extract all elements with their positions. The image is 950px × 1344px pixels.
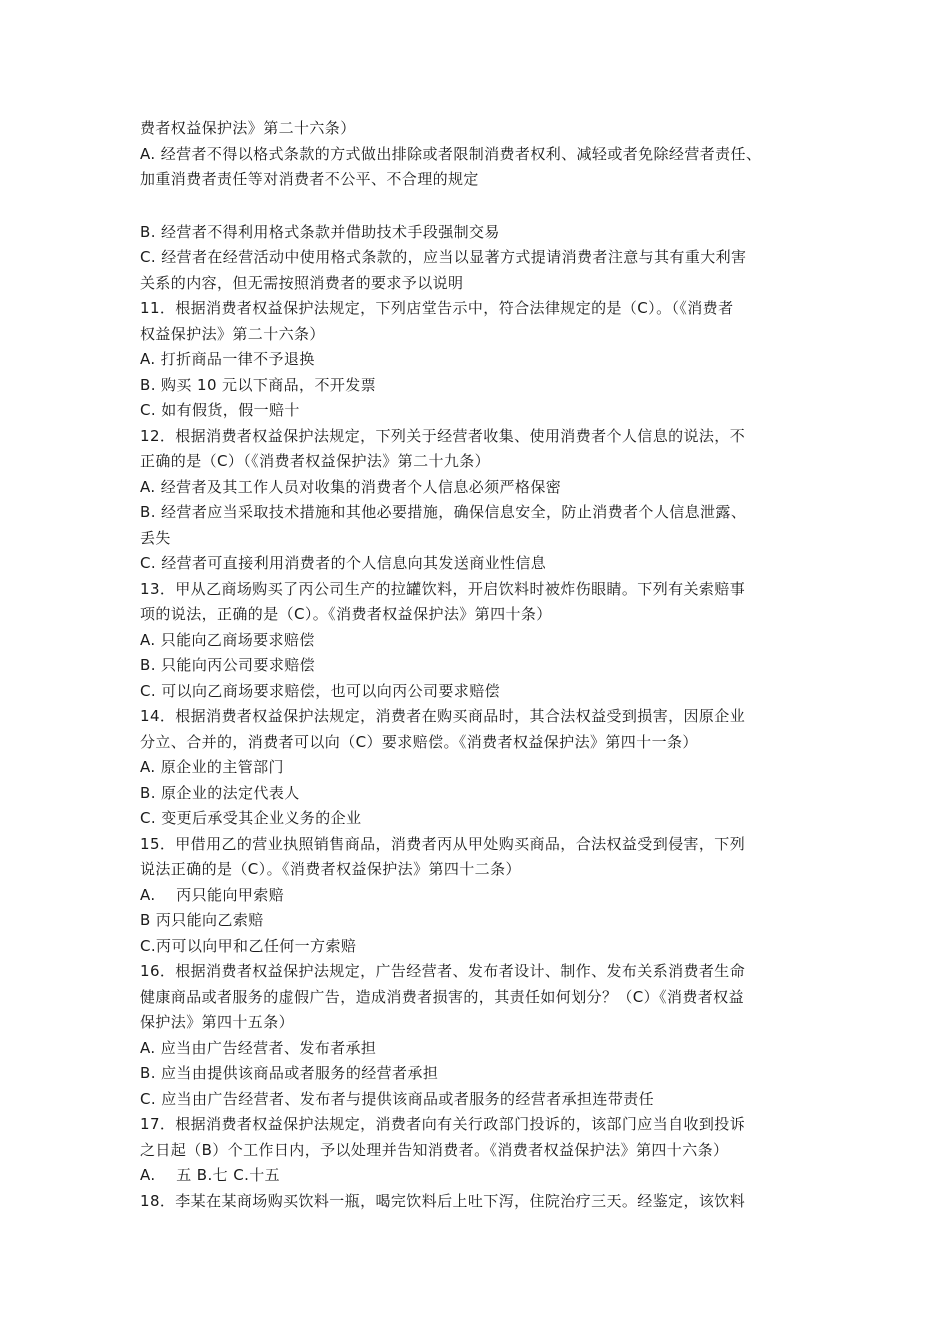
option-a: A. 只能向乙商场要求赔偿 (140, 630, 315, 649)
text-line: 费者权益保护法》第二十六条） (140, 119, 356, 137)
option-a: A. 经营者及其工作人员对收集的消费者个人信息必须严格保密 (140, 477, 562, 496)
question-15: 15．甲借用乙的营业执照销售商品，消费者丙从甲处购买商品，合法权益受到侵害，下列 (140, 834, 746, 853)
question-11: 11．根据消费者权益保护法规定，下列店堂告示中，符合法律规定的是（C）。（《消费者 (140, 299, 734, 317)
options-line: A. 五 B.七 C.十五 (140, 1166, 281, 1184)
option-a: A. 丙只能向甲索赔 (140, 885, 285, 904)
text-line: 权益保护法》第二十六条） (140, 324, 325, 343)
option-c: C. 如有假货，假一赔十 (140, 401, 300, 419)
option-c: C. 变更后承受其企业义务的企业 (140, 809, 362, 827)
text-line: 关系的内容，但无需按照消费者的要求予以说明 (140, 273, 464, 292)
text-line: 丢失 (140, 528, 171, 547)
option-a: A. 经营者不得以格式条款的方式做出排除或者限制消费者权利、减轻或者免除经营者责任、 (140, 144, 762, 163)
question-12: 12．根据消费者权益保护法规定，下列关于经营者收集、使用消费者个人信息的说法，不 (140, 426, 746, 445)
text-line: 之日起（B）个工作日内，予以处理并告知消费者。《消费者权益保护法》第四十六条） (140, 1140, 729, 1159)
question-16: 16．根据消费者权益保护法规定，广告经营者、发布者设计、制作、发布关系消费者生命 (140, 962, 746, 980)
text-line: 保护法》第四十五条） (140, 1013, 295, 1031)
option-a: A. 应当由广告经营者、发布者承担 (140, 1038, 377, 1057)
text-line: 正确的是（C）（《消费者权益保护法》第二十九条） (140, 452, 491, 470)
option-c: C. 应当由广告经营者、发布者与提供该商品或者服务的经营者承担连带责任 (140, 1089, 655, 1108)
option-b: B. 经营者不得利用格式条款并借助技术手段强制交易 (140, 222, 500, 241)
option-b: B. 只能向丙公司要求赔偿 (140, 656, 316, 674)
option-a: A. 原企业的主管部门 (140, 758, 284, 776)
option-b: B 丙只能向乙索赔 (140, 911, 264, 929)
text-line: 健康商品或者服务的虚假广告，造成消费者损害的，其责任如何划分？（C）《消费者权益 (140, 987, 744, 1006)
option-c: C. 经营者可直接利用消费者的个人信息向其发送商业性信息 (140, 554, 547, 572)
option-c: C.丙可以向甲和乙任何一方索赔 (140, 936, 357, 955)
option-b: B. 经营者应当采取技术措施和其他必要措施，确保信息安全，防止消费者个人信息泄露、 (140, 503, 747, 521)
question-17: 17．根据消费者权益保护法规定，消费者向有关行政部门投诉的，该部门应当自收到投诉 (140, 1115, 746, 1133)
option-b: B. 购买 10 元以下商品，不开发票 (140, 375, 377, 394)
option-b: B. 原企业的法定代表人 (140, 783, 300, 802)
document-body (140, 116, 830, 1214)
text-line: 说法正确的是（C）。《消费者权益保护法》第四十二条） (140, 860, 521, 878)
option-a: A. 打折商品一律不予退换 (140, 350, 315, 368)
option-c: C. 经营者在经营活动中使用格式条款的，应当以显著方式提请消费者注意与其有重大利害 (140, 248, 747, 266)
question-14: 14．根据消费者权益保护法规定，消费者在购买商品时，其合法权益受到损害，因原企业 (140, 707, 746, 725)
text-line: 加重消费者责任等对消费者不公平、不合理的规定 (140, 170, 479, 188)
option-b: B. 应当由提供该商品或者服务的经营者承担 (140, 1064, 439, 1082)
text-line: 项的说法，正确的是（C）。《消费者权益保护法》第四十条） (140, 605, 552, 623)
text-line: 分立、合并的，消费者可以向（C）要求赔偿。《消费者权益保护法》第四十一条） (140, 732, 698, 751)
question-18: 18．李某在某商场购买饮料一瓶，喝完饮料后上吐下泻，住院治疗三天。经鉴定，该饮料 (140, 1191, 746, 1210)
paragraph-gap (140, 193, 830, 220)
question-13: 13．甲从乙商场购买了丙公司生产的拉罐饮料，开启饮料时被炸伤眼睛。下列有关索赔事 (140, 579, 746, 598)
option-c: C. 可以向乙商场要求赔偿，也可以向丙公司要求赔偿 (140, 681, 501, 700)
